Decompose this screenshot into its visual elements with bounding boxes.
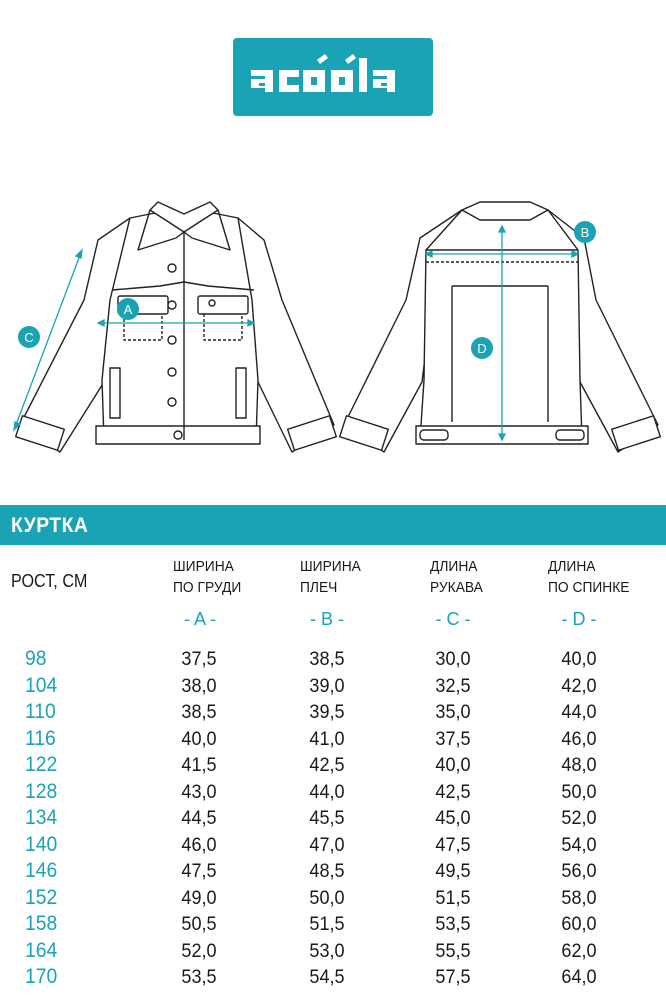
height-cell: 104 <box>25 673 58 697</box>
column-letter-b: - B - <box>310 609 344 629</box>
value-cell: 62,0 <box>561 940 597 962</box>
height-cell: 140 <box>25 832 58 856</box>
size-table <box>0 647 666 992</box>
value-cell: 52,0 <box>181 940 217 962</box>
acoola-logo-icon <box>233 38 433 116</box>
table-row <box>0 806 666 833</box>
value-cell: 46,0 <box>181 834 217 856</box>
svg-text:C: C <box>24 330 34 345</box>
table-row <box>0 912 666 939</box>
column-letter-d: - D - <box>561 609 597 629</box>
height-cell: 98 <box>25 647 47 670</box>
table-row <box>0 753 666 780</box>
height-cell: 122 <box>25 753 58 776</box>
value-cell: 38,5 <box>181 702 217 723</box>
value-cell: 56,0 <box>561 861 597 882</box>
height-cell: 164 <box>25 938 58 962</box>
value-cell: 64,0 <box>561 967 597 988</box>
table-row <box>0 674 666 701</box>
value-cell: 55,5 <box>435 940 471 962</box>
value-cell: 47,5 <box>435 834 471 856</box>
value-cell: 50,5 <box>181 914 217 935</box>
value-cell: 35,0 <box>435 702 471 723</box>
value-cell: 45,5 <box>309 808 345 829</box>
value-cell: 30,0 <box>435 649 471 670</box>
table-row <box>0 647 666 674</box>
table-row <box>0 727 666 754</box>
value-cell: 37,5 <box>181 649 217 670</box>
column-header-b: ШИРИНА ПЛЕЧ <box>300 558 361 596</box>
value-cell: 47,0 <box>309 834 345 856</box>
value-cell: 57,5 <box>435 967 471 988</box>
value-cell: 53,5 <box>435 914 471 935</box>
brand-logo <box>233 38 433 116</box>
value-cell: 44,0 <box>309 781 345 803</box>
height-cell: 158 <box>25 912 58 935</box>
value-cell: 47,5 <box>181 861 217 882</box>
value-cell: 42,0 <box>561 675 597 697</box>
value-cell: 48,0 <box>561 755 597 776</box>
height-cell: 170 <box>25 965 58 988</box>
value-cell: 41,0 <box>309 728 345 750</box>
back-body <box>420 210 582 440</box>
value-cell: 51,5 <box>435 887 471 909</box>
value-cell: 40,0 <box>181 728 217 750</box>
column-letter-a: - A - <box>183 609 216 629</box>
value-cell: 37,5 <box>435 728 471 750</box>
height-cell: 134 <box>25 806 58 829</box>
height-cell: 146 <box>25 859 58 882</box>
value-cell: 39,0 <box>309 675 345 697</box>
svg-text:D: D <box>477 341 487 356</box>
table-row <box>0 939 666 966</box>
column-header-c: ДЛИНА РУКАВА <box>430 558 483 596</box>
table-row <box>0 780 666 807</box>
height-cell: 110 <box>25 700 56 723</box>
section-title: КУРТКА <box>11 514 89 537</box>
value-cell: 53,0 <box>309 940 345 962</box>
back-collar <box>462 202 548 220</box>
value-cell: 54,0 <box>561 834 597 856</box>
value-cell: 49,0 <box>181 887 217 909</box>
value-cell: 58,0 <box>561 887 597 909</box>
value-cell: 38,0 <box>181 675 217 697</box>
value-cell: 42,5 <box>309 755 345 776</box>
value-cell: 45,0 <box>435 808 471 829</box>
value-cell: 38,5 <box>309 649 345 670</box>
column-header-d: ДЛИНА ПО СПИНКЕ <box>548 558 630 596</box>
value-cell: 48,5 <box>309 861 345 882</box>
table-row <box>0 833 666 860</box>
value-cell: 44,0 <box>561 702 597 723</box>
value-cell: 53,5 <box>181 967 217 988</box>
value-cell: 40,0 <box>435 755 471 776</box>
value-cell: 50,0 <box>561 781 597 803</box>
value-cell: 51,5 <box>309 914 345 935</box>
value-cell: 46,0 <box>561 728 597 750</box>
value-cell: 54,5 <box>309 967 345 988</box>
value-cell: 50,0 <box>309 887 345 909</box>
height-cell: 128 <box>25 779 58 803</box>
value-cell: 40,0 <box>561 649 597 670</box>
jacket-diagram <box>0 190 666 480</box>
svg-text:B: B <box>580 225 590 240</box>
value-cell: 41,5 <box>181 755 217 776</box>
svg-text:A: A <box>123 302 133 317</box>
table-row <box>0 886 666 913</box>
value-cell: 42,5 <box>435 781 471 803</box>
table-row <box>0 700 666 727</box>
value-cell: 32,5 <box>435 675 471 697</box>
value-cell: 44,5 <box>181 808 217 829</box>
table-row <box>0 965 666 992</box>
section-title-bar <box>0 505 666 545</box>
value-cell: 39,5 <box>309 702 345 723</box>
height-cell: 116 <box>25 726 56 750</box>
height-cell: 152 <box>25 885 58 909</box>
value-cell: 52,0 <box>561 808 597 829</box>
column-letter-c: - C - <box>435 609 471 629</box>
height-column-header: РОСТ, СМ <box>11 571 88 591</box>
value-cell: 43,0 <box>181 781 217 803</box>
column-header-a: ШИРИНА ПО ГРУДИ <box>173 558 242 596</box>
value-cell: 60,0 <box>561 914 597 935</box>
front-body <box>102 212 258 440</box>
value-cell: 49,5 <box>435 861 471 882</box>
table-row <box>0 859 666 886</box>
